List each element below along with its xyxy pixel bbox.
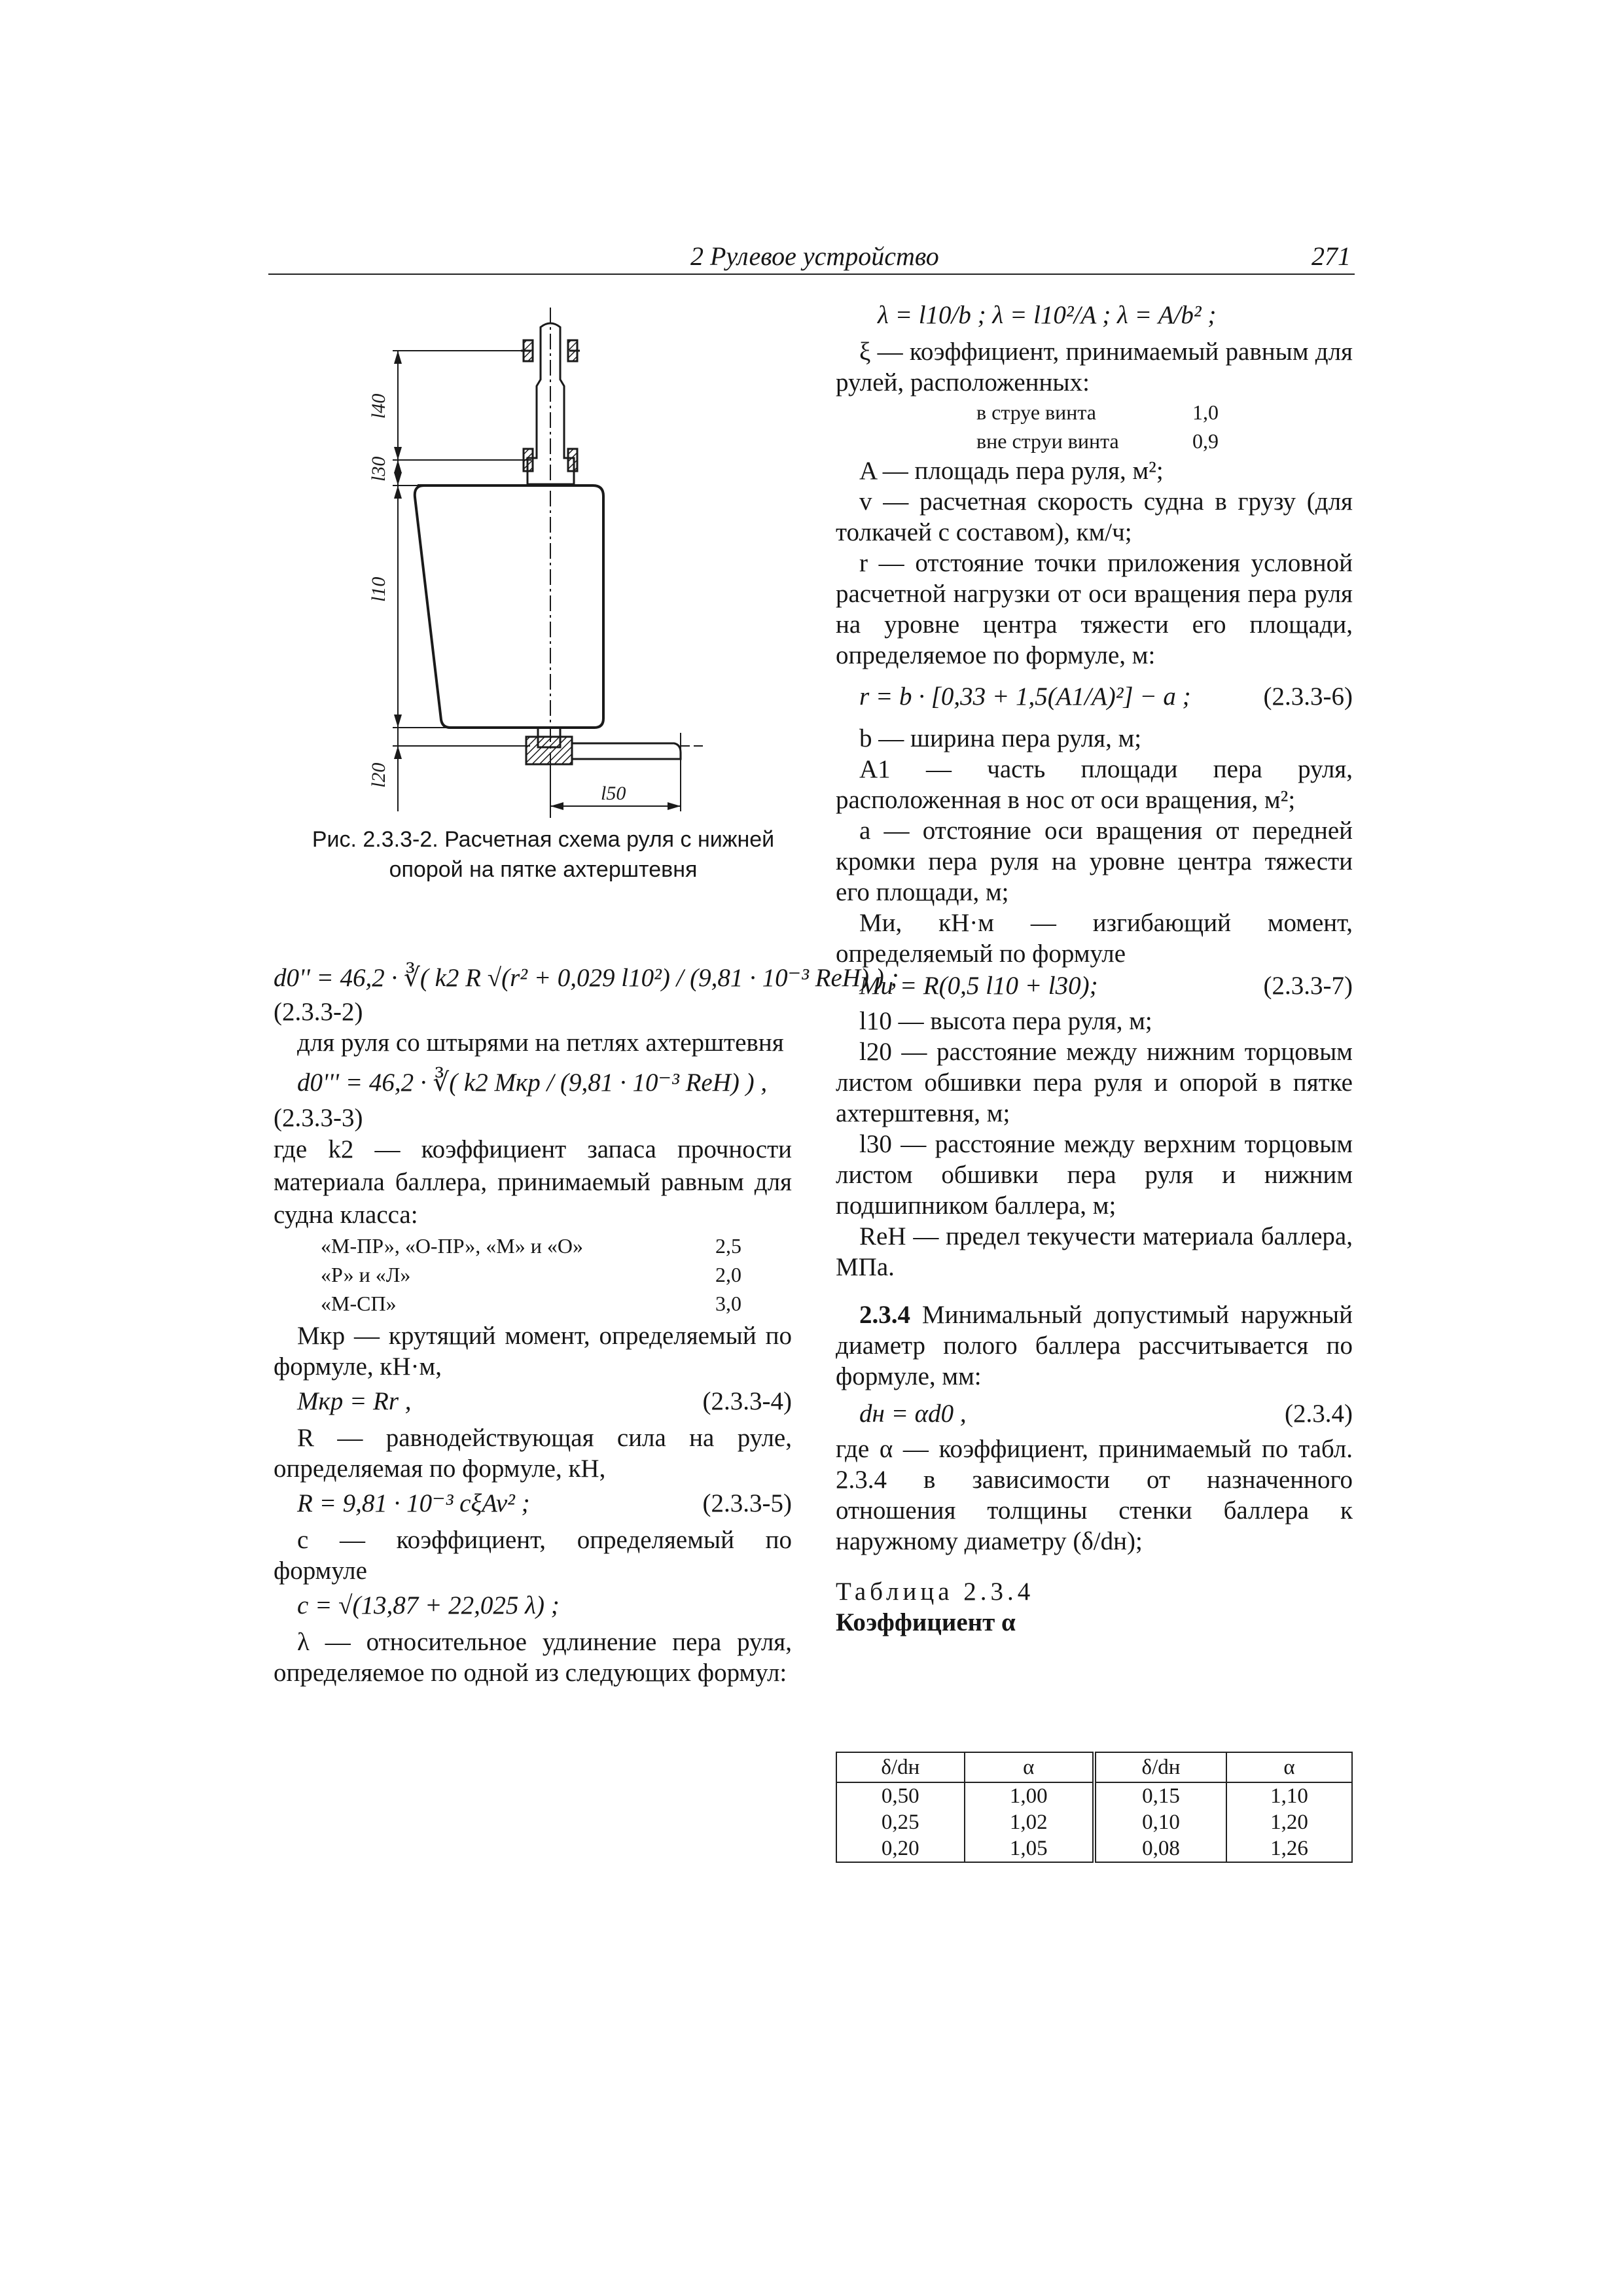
- table-header-cell: δ/dн: [836, 1752, 965, 1782]
- class-value: 2,0: [715, 1263, 741, 1286]
- table-row: [836, 1782, 1352, 1809]
- table-header-cell: α: [965, 1752, 1094, 1782]
- paragraph-l20: l20 — расстояние между нижним торцовым листом обшивки пера руля и опорой в пятке ахтерштевня, м;: [836, 1038, 1353, 1127]
- table-header-row: [836, 1752, 1352, 1782]
- equation-number: (2.3.3-4): [702, 1387, 792, 1415]
- equation-lambda: [836, 296, 1353, 336]
- paragraph-b: b — ширина пера руля, м;: [859, 724, 1142, 752]
- table-2-3-4: [836, 1752, 1353, 1863]
- paragraph-pintles: для руля со штырями на петлях ахтерштевня: [297, 1029, 784, 1057]
- equation-number: (2.3.4): [1285, 1400, 1353, 1428]
- table-header-cell: α: [1226, 1752, 1352, 1782]
- class-value: 2,5: [715, 1234, 741, 1258]
- running-header-title: 2 Рулевое устройство: [690, 241, 939, 271]
- section-2-3-4: [836, 1299, 1353, 1392]
- equation-2-3-4: [836, 1392, 1353, 1434]
- label-l40: l40: [368, 393, 389, 419]
- xi-value: 1,0: [1192, 400, 1219, 424]
- table-row: [836, 1809, 1352, 1835]
- table-row: [836, 1835, 1352, 1862]
- label-l20: l20: [368, 762, 389, 788]
- class-name: «Р» и «Л»: [321, 1263, 411, 1286]
- equation-number: (2.3.3-5): [702, 1489, 792, 1517]
- table-title: Коэффициент α: [836, 1608, 1016, 1636]
- paragraph-r: r — отстояние точки приложения условной расчетной нагрузки от оси вращения пера руля на уровне центра тяжести его площади, определяемое по формуле, м:: [836, 549, 1353, 669]
- paragraph-l10: l10 — высота пера руля, м;: [859, 1007, 1152, 1035]
- equation-formula: c = √(13,87 + 22,025 λ) ;: [297, 1591, 560, 1619]
- table-header-cell: δ/dн: [1094, 1752, 1226, 1782]
- paragraph-R: R — равнодействующая сила на руле, определяемая по формуле, кН,: [274, 1424, 792, 1483]
- paragraph-lambda: λ — относительное удлинение пера руля, определяемое по одной из следующих формул:: [274, 1628, 792, 1687]
- paragraph-c: c — коэффициент, определяемый по формуле: [274, 1526, 792, 1585]
- equation-c: [274, 1586, 792, 1627]
- table-cell: 1,20: [1226, 1809, 1352, 1835]
- class-name: «М-СП»: [321, 1292, 397, 1315]
- table-cell: 0,08: [1094, 1835, 1226, 1862]
- table-cell: 1,05: [965, 1835, 1094, 1862]
- equation-2-3-3-2: [274, 959, 899, 997]
- header-rule: [268, 274, 1355, 275]
- rudder-scheme-figure: [353, 301, 720, 824]
- table-cell: 0,20: [836, 1835, 965, 1862]
- class-row: [274, 1231, 792, 1260]
- xi-value: 0,9: [1192, 429, 1219, 453]
- xi-name: вне струи винта: [976, 429, 1119, 453]
- equation-2-3-3-4: [274, 1382, 792, 1422]
- page-number: 271: [1311, 241, 1351, 271]
- paragraph-xi: ξ — коэффициент, принимаемый равным для рулей, расположенных:: [836, 338, 1353, 397]
- paragraph-A: A — площадь пера руля, м²;: [859, 457, 1164, 485]
- table-cell: 0,25: [836, 1809, 965, 1835]
- table-cell: 1,02: [965, 1809, 1094, 1835]
- section-text: Минимальный допустимый наружный диаметр полого баллера рассчитывается по формуле, мм:: [836, 1301, 1353, 1390]
- class-row: [274, 1289, 792, 1318]
- label-l10: l10: [368, 576, 389, 602]
- equation-2-3-3-3: [274, 1058, 792, 1103]
- xi-name: в струе винта: [976, 400, 1096, 424]
- equation-formula: d0'' = 46,2 · ∛( k2 R √(r² + 0,029 l10²) / (9,81 · 10⁻³ ReH) ) ;: [274, 964, 899, 992]
- equation-formula: Mкр = Rr ,: [297, 1387, 412, 1415]
- table-cell: 0,15: [1094, 1782, 1226, 1809]
- equation-formula: dн = αd0 ,: [859, 1400, 967, 1428]
- table-cell: 1,00: [965, 1782, 1094, 1809]
- equation-number: (2.3.3-2): [274, 998, 363, 1026]
- paragraph-k2: где k2 — коэффициент запаса прочности материала баллера, принимаемый равным для судна класса:: [274, 1135, 792, 1229]
- figure-caption-line1: Рис. 2.3.3-2. Расчетная схема руля с нижней: [312, 827, 775, 852]
- table-cell: 0,50: [836, 1782, 965, 1809]
- equation-formula: λ = l10/b ; λ = l10²/A ; λ = A/b² ;: [878, 301, 1217, 329]
- label-l50: l50: [601, 783, 626, 804]
- equation-formula: d0''' = 46,2 · ∛( k2 Mкр / (9,81 · 10⁻³ ReH) ) ,: [297, 1069, 768, 1097]
- paragraph-ReH: ReH — предел текучести материала баллера, МПа.: [836, 1222, 1353, 1281]
- table-cell: 1,10: [1226, 1782, 1352, 1809]
- paragraph-alpha: где α — коэффициент, принимаемый по табл. 2.3.4 в зависимости от назначенного отношения толщины стенки баллера к наружному диаметру (δ/dн);: [836, 1435, 1353, 1555]
- figure-caption: [275, 824, 812, 885]
- equation-number: (2.3.3-3): [274, 1104, 363, 1132]
- class-row: [274, 1260, 792, 1289]
- equation-2-3-3-6: [836, 671, 1353, 723]
- equation-formula: R = 9,81 · 10⁻³ cξAv² ;: [297, 1489, 530, 1517]
- paragraph-A1: A1 — часть площади пера руля, расположенная в нос от оси вращения, м²;: [836, 755, 1353, 814]
- class-value: 3,0: [715, 1292, 741, 1315]
- xi-row: [836, 427, 1353, 455]
- label-l30: l30: [368, 456, 389, 482]
- table-caption: Таблица 2.3.4: [836, 1578, 1035, 1606]
- paragraph-mkr: Mкр — крутящий момент, определяемый по формуле, кН·м,: [274, 1322, 792, 1381]
- section-number: 2.3.4: [859, 1301, 910, 1329]
- equation-2-3-3-5: [274, 1484, 792, 1525]
- equation-number: (2.3.3-7): [1263, 972, 1353, 1000]
- paragraph-v: v — расчетная скорость судна в грузу (для толкачей с составом), км/ч;: [836, 487, 1353, 546]
- table-cell: 1,26: [1226, 1835, 1352, 1862]
- table-cell: 0,10: [1094, 1809, 1226, 1835]
- equation-number: (2.3.3-6): [1263, 682, 1353, 711]
- figure-caption-line2: опорой на пятке ахтерштевня: [389, 857, 698, 882]
- equation-formula: Mи = R(0,5 l10 + l30);: [859, 972, 1098, 1000]
- equation-formula: r = b · [0,33 + 1,5(A1/A)²] − a ;: [859, 682, 1191, 711]
- paragraph-Mi: Mи, кН·м — изгибающий момент, определяемый по формуле: [836, 909, 1353, 968]
- paragraph-a: a — отстояние оси вращения от передней кромки пера руля на уровне центра тяжести его площади, м;: [836, 817, 1353, 906]
- right-column: [836, 296, 1353, 1638]
- paragraph-l30: l30 — расстояние между верхним торцовым листом обшивки пера руля и нижним подшипником баллера, м;: [836, 1130, 1353, 1220]
- equation-2-3-3-7: [836, 969, 1353, 1006]
- class-name: «М-ПР», «О-ПР», «М» и «О»: [321, 1234, 583, 1258]
- xi-row: [836, 398, 1353, 427]
